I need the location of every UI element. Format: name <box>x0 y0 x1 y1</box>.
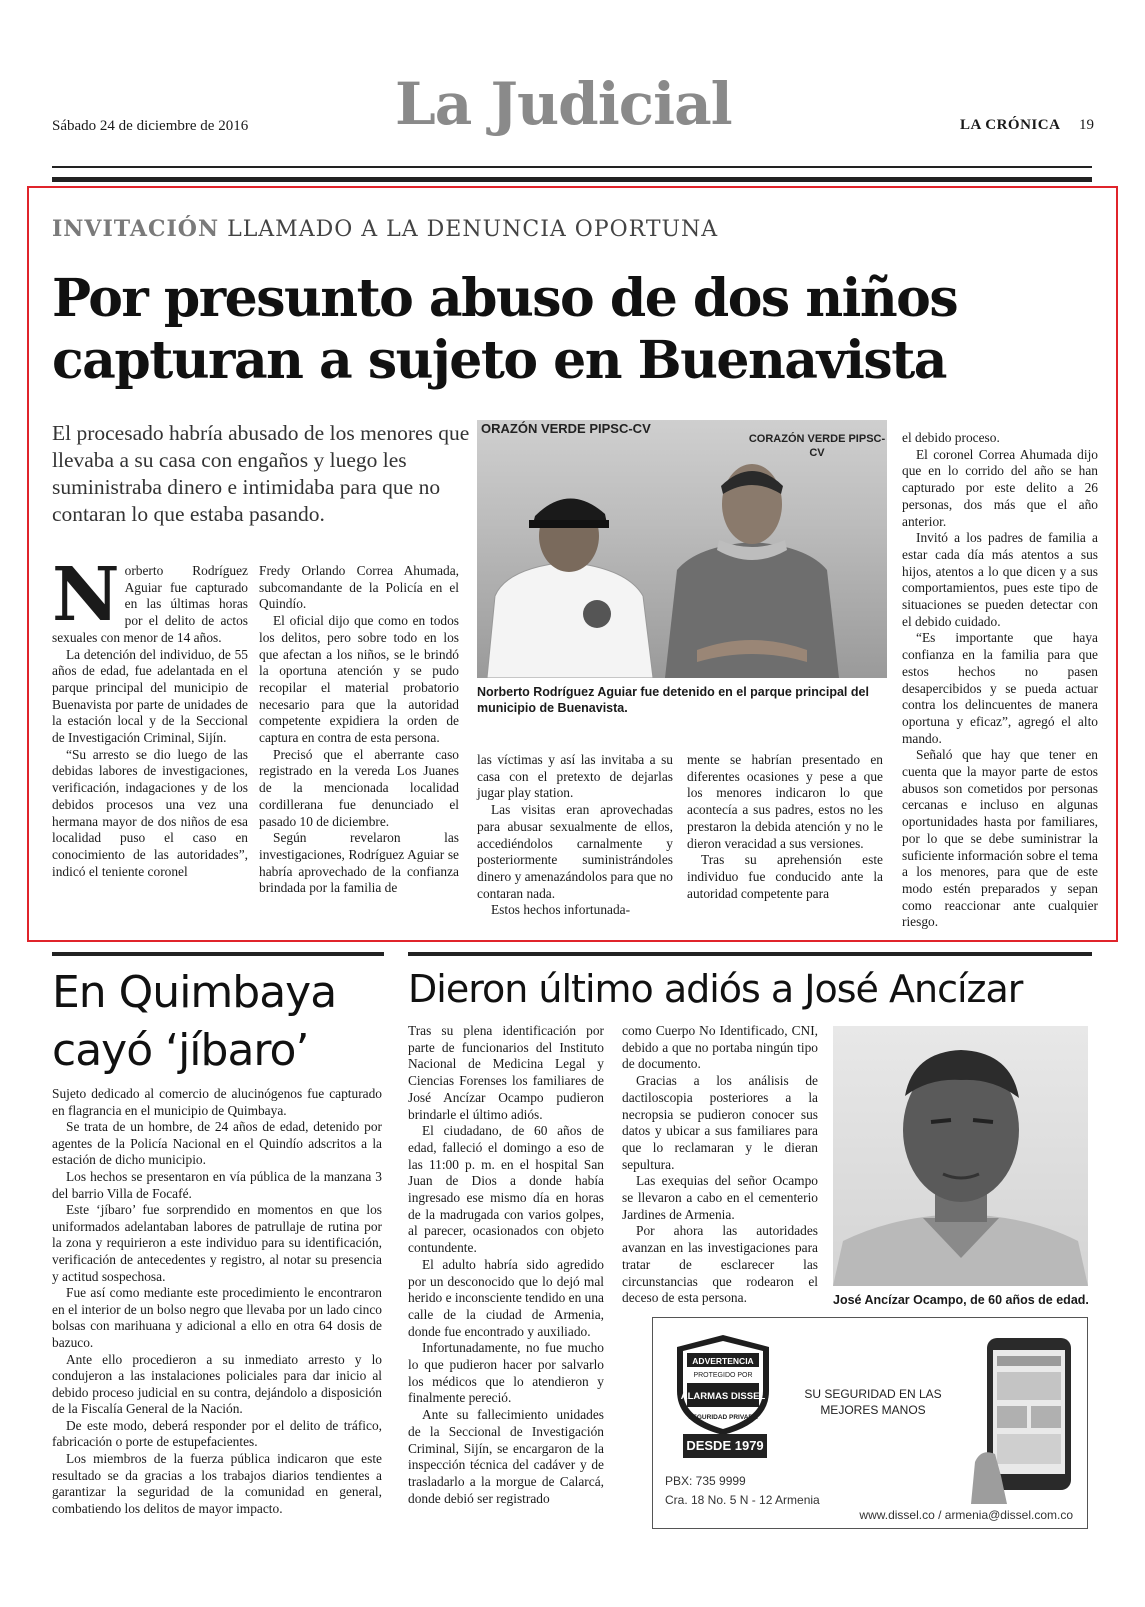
section-divider <box>52 952 384 956</box>
paragraph: Las visitas eran aprovechadas para abusar sexualmente de ellos, accediéndolos carnalmente y posteriormente suministrándoles dinero y amenazándolos para que no contaran nada. <box>477 802 673 901</box>
section-title: La Judicial <box>395 70 732 138</box>
paragraph: como Cuerpo No Identificado, CNI, debido a que no portaba ningún tipo de documento. <box>622 1023 818 1072</box>
photo-caption: Norberto Rodríguez Aguiar fue detenido en el parque principal del municipio de Buenavista. <box>477 685 869 715</box>
section-divider <box>408 952 1092 956</box>
photo-banner-left: ORAZÓN VERDE PIPSC-CV <box>481 421 651 436</box>
drop-cap: N <box>52 552 120 638</box>
header-rule-thin <box>52 166 1092 168</box>
main-column-4 <box>687 752 883 902</box>
paragraph: De este modo, deberá responder por el delito de tráfico, fabricación o porte de estupefacientes. <box>52 1417 382 1450</box>
paragraph: Sujeto dedicado al comercio de alucinógenos fue capturado en flagrancia en el municipio de Quimbaya. <box>52 1086 382 1118</box>
paragraph: Gracias a los análisis de dactiloscopia posteriores a la necropsia se pudieron conocer sus datos y ubicar a sus familiares para que lo reclamaran y le dieran sepultura. <box>622 1073 818 1172</box>
jose-column-1 <box>408 1023 604 1507</box>
paragraph: Fue así como mediante este procedimiento le encontraron en el interior de un bolso negro que llevaba por un lado cinco bolsas con marihuana y adicional a ello en otra 64 dosis de bazuco. <box>52 1285 382 1350</box>
paragraph: Estos hechos infortunada- <box>491 902 631 918</box>
since-badge: DESDE 1979 <box>683 1434 767 1458</box>
paragraph: Tras su plena identificación por parte de funcionarios del Instituto Nacional de Medicina Legal y Ciencias Forenses los familiares de José Ancízar Ocampo pudieron brindarle el último adiós. <box>408 1023 604 1122</box>
paragraph: “Su arresto se dio luego de las debidas labores de investigaciones, verificación, indagaciones y de los debidos procesos una vez una hermana mayor de dos niños de esa localidad puso el caso en conocimiento de las autoridades”, indicó el teniente coronel <box>52 746 248 879</box>
header-rule-thick <box>52 177 1092 182</box>
paragraph: Los hechos se presentaron en vía pública de la manzana 3 del barrio Villa de Focafé. <box>52 1168 382 1201</box>
ad-phone-number: PBX: 735 9999 <box>665 1474 746 1488</box>
portrait-figure-icon <box>833 1026 1088 1286</box>
alarm-badge-icon <box>673 1333 773 1437</box>
ad-address: Cra. 18 No. 5 N - 12 Armenia <box>665 1493 820 1507</box>
paragraph: Precisó que el aberrante caso registrado en la vereda Los Juanes de la mencionada localidad cordillerana fue denunciado el pasado 10 de diciembre. <box>259 746 459 829</box>
paragraph: El ciudadano, de 60 años de edad, falleció el domingo a eso de las 11:00 p. m. en el hospital San Juan de Dios a donde había ingresado ese mismo día en horas de la madrugada con varios golpes, al parecer, ocasionados con objeto contundente. <box>408 1123 604 1256</box>
photo-banner-right: CORAZÓN VERDE PIPSC-CV <box>748 433 886 459</box>
paragraph: Por ahora las autoridades avanzan en las investigaciones para tratar de esclarecer las circunstancias que rodearon el deceso de esta persona. <box>622 1223 818 1306</box>
paragraph: Según revelaron las investigaciones, Rodríguez Aguiar se habría aprovechado de la confianza brindada por la familia de <box>259 830 459 896</box>
main-column-5 <box>902 430 1098 931</box>
paragraph: Invitó a los padres de familia a estar cada día más atentos a sus hijos, atentos a lo que dicen y a sus comportamientos, pues este tipo de situaciones se pueden detectar con el debido cuidado. <box>902 530 1098 629</box>
paragraph: Tras su aprehensión este individuo fue conducido ante la autoridad competente para <box>687 852 883 901</box>
main-column-1 <box>52 552 248 880</box>
badge-mid-text: PROTEGIDO POR <box>693 1372 753 1379</box>
portrait-caption: José Ancízar Ocampo, de 60 años de edad. <box>833 1293 1089 1307</box>
suspect-figure-icon <box>657 450 847 678</box>
paragraph: mente se habrían presentado en diferentes ocasiones y pese a que los menores indicaron lo que acontecía a sus padres, estos no les prestaron la debida atención y no le dieron veracidad a sus versiones. <box>687 752 883 851</box>
paragraph: El coronel Correa Ahumada dijo que en lo corrido del año se han capturado por este delito a 26 personas, dos más que el año anterior. <box>902 446 1098 529</box>
paragraph: Señaló que hay que tener en cuenta que la mayor parte de estos abusos son cometidos por personas cercanas e incluso en algunas oportunidades hasta por familiares, por lo que se debe suministrar la suficiente información sobre el tema a los menores, para que de este modo estén preparados y sepan como reaccionar ante cualquier riesgo. <box>902 747 1098 930</box>
dissel-advertisement[interactable] <box>652 1317 1088 1529</box>
quimbaya-body <box>52 1086 382 1517</box>
smartphone-icon <box>971 1336 1075 1504</box>
paragraph: El oficial dijo que como en todos los delitos, pero sobre todo en los que afectan a los niños, se le brindó la oportuna atención y se pudo recopilar el material probatorio necesario para que la autoridad competente expidiera la orden de captura en contra de esta persona. <box>259 613 459 746</box>
jose-headline: Dieron último adiós a José Ancízar <box>408 967 1023 1011</box>
badge-top-text: ADVERTENCIA <box>692 1356 754 1366</box>
main-column-2 <box>259 563 459 897</box>
paragraph: Se trata de un hombre, de 24 años de edad, detenido por agentes de la Policía Nacional en el Quindío adscritos a la estación de dicho municipio. <box>52 1119 382 1168</box>
issue-date: Sábado 24 de diciembre de 2016 <box>52 118 249 134</box>
headline-line-1: Por presunto abuso de dos niños <box>52 268 958 329</box>
ad-website-link[interactable]: www.dissel.co / armenia@dissel.com.co <box>859 1508 1073 1522</box>
paragraph: Ante ello procedieron a su inmediato arresto y lo condujeron a las instalaciones policiales para dar inicio al debido proceso judicial en su contra, dejándolo a disposición de la Fiscalía General de la Nación. <box>52 1351 382 1417</box>
newspaper-name: LA CRÓNICA <box>960 117 1061 133</box>
paragraph: el debido proceso. <box>902 430 1000 445</box>
kicker-text: LLAMADO A LA DENUNCIA OPORTUNA <box>227 217 719 242</box>
badge-bottom-text: SEGURIDAD PRIVADA <box>688 1414 758 1421</box>
main-headline <box>52 268 1102 392</box>
quimbaya-headline: En Quimbaya cayó ‘jíbaro’ <box>52 967 337 1076</box>
paragraph: Los miembros de la fuerza pública indicaron que este resultado se da gracias a los trabajos diarios tendientes a garantizar la seguridad de la comunidad en general, combatiendo los delitos de mayor impacto. <box>52 1451 382 1516</box>
page-number: 19 <box>1079 117 1094 133</box>
paragraph: Infortunadamente, no fue mucho lo que pudieron hacer por salvarlo los médicos que lo atendieron y finalmente pereció. <box>408 1340 604 1406</box>
paragraph: Este ‘jíbaro’ fue sorprendido en momentos en que los uniformados adelantaban labores de patrullaje de rutina por la zona y requirieron a este individuo para su identificación, verificación de antecedentes y registro, al notar su presencia y actitud sospechosa. <box>52 1202 382 1284</box>
main-column-3 <box>477 752 673 919</box>
portrait-photo <box>833 1026 1088 1286</box>
ad-slogan: SU SEGURIDAD EN LAS MEJORES MANOS <box>804 1387 942 1417</box>
paragraph: Norberto Rodríguez Aguiar fue capturado en las últimas horas por el delito de actos sexuales con menor de 14 años. <box>52 552 248 645</box>
story-kicker <box>52 216 718 242</box>
arrest-photo <box>477 420 887 678</box>
kicker-label: INVITACIÓN <box>52 216 220 242</box>
jose-column-2 <box>622 1023 818 1307</box>
paragraph: La detención del individuo, de 55 años de edad, fue adelantada en el parque principal del municipio de Buenavista por parte de unidades de la estación local y de la Seccional de Investigación Criminal, Sijín. <box>52 646 248 746</box>
paragraph: “Es importante que haya confianza en la familia para que estos hechos no pasen desapercibidos y se pueda actuar contra los delincuentes de manera oportuna y eficaz”, agregó el alto mando. <box>902 630 1098 746</box>
paragraph: Ante su fallecimiento unidades de la Seccional de Investigación Criminal, Sijín, se encargaron de la inspección técnica del cadáver y de trasladarlo a la morgue de Calarcá, donde debió ser registrado <box>408 1407 604 1506</box>
story-deck: El procesado habría abusado de los menores que llevaba a su casa con engaños y luego les suministraba dinero e intimidaba para que no contaran lo que estaba pasando. <box>52 421 470 526</box>
paragraph: Fredy Orlando Correa Ahumada, subcomandante de la Policía en el Quindío. <box>259 563 459 612</box>
officer-figure-icon <box>477 476 657 678</box>
paragraph: El adulto habría sido agredido por un desconocido que lo dejó mal herido e inconsciente tendido en una calle de la ciudad de Armenia, donde fue encontrado y auxiliado. <box>408 1256 604 1339</box>
headline-line-2: capturan a sujeto en Buenavista <box>52 330 946 391</box>
badge-brand-text: ALARMAS DISSEL <box>680 1391 766 1402</box>
paragraph: Las exequias del señor Ocampo se llevaron a cabo en el cementerio Jardines de Armenia. <box>622 1173 818 1222</box>
paragraph: las víctimas y así las invitaba a su casa con el pretexto de dejarlas jugar play station. <box>477 752 673 801</box>
